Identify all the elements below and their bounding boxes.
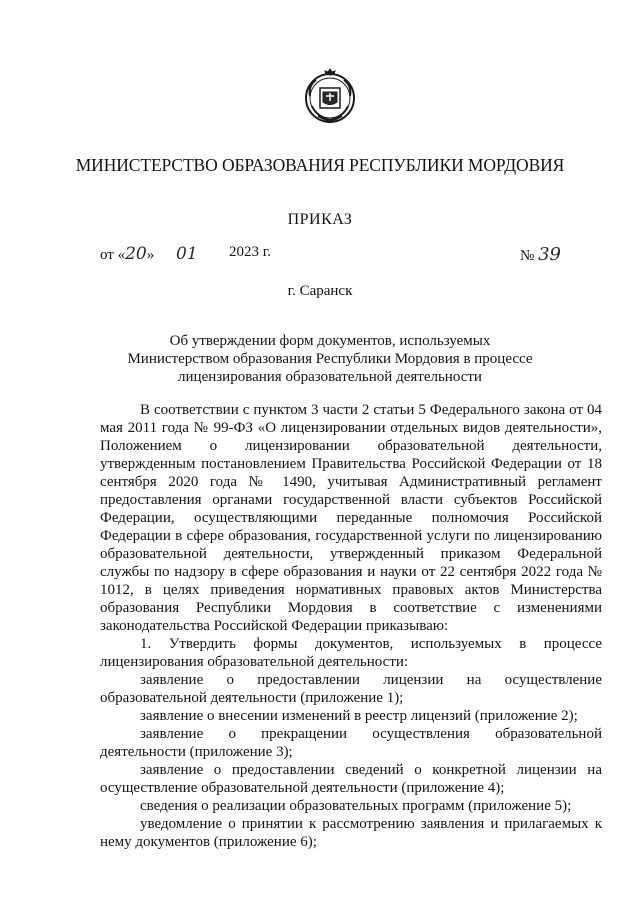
date-line	[100, 244, 271, 264]
date-mid: »	[146, 247, 158, 263]
form-item: заявление о предоставлении лицензии на осуществление образовательной деятельности (приложение 1);	[100, 672, 602, 706]
city: г. Саранск	[287, 283, 353, 299]
date-year: 2023 г.	[229, 244, 271, 260]
document-type-title: ПРИКАЗ	[287, 211, 353, 228]
item-1-paragraph: 1. Утвердить формы документов, используемых в процессе лицензирования образовательной деятельности:	[100, 636, 602, 670]
form-item: заявление о прекращении осуществления образовательной деятельности (приложение 3);	[100, 726, 602, 760]
document-body	[100, 401, 602, 851]
date-prefix: от «	[100, 247, 126, 263]
form-item: уведомление о принятии к рассмотрению заявления и прилагаемых к нему документов (приложение 6);	[100, 816, 602, 850]
order-number	[520, 244, 561, 265]
document-subject: Об утверждении форм документов, используемых Министерством образования Республики Мордовия в процессе лицензирования образовательной деятельности	[127, 333, 533, 385]
preamble-paragraph: В соответствии с пунктом 3 части 2 статьи 5 Федерального закона от 04 мая 2011 года № 99-ФЗ «О лицензировании отдельных видов деятельности», Положением о лицензировании образовательной деятельности, утвержденным постановлением Правительства Российской Федерации от 18 сентября 2020 года № 1490, учитывая Административный регламент предоставления органами государственной власти субъектов Российской Федерации, осуществляющими переданные полномочия Российской Федерации в сфере образования, государственной услуги по лицензированию образовательной деятельности, утвержденный приказом Федеральной службы по надзору в сфере образования и науки от 22 сентября 2022 года № 1012, в целях приведения нормативных правовых актов Министерства образования Республики Мордовия в соответствие с изменениями законодательства Российской Федерации приказываю:	[100, 402, 602, 634]
handwritten-month: 01	[176, 244, 198, 264]
form-item: сведения о реализации образовательных программ (приложение 5);	[140, 798, 572, 814]
form-item: заявление о внесении изменений в реестр лицензий (приложение 2);	[140, 708, 578, 724]
handwritten-number: 39	[538, 244, 561, 265]
form-item: заявление о предоставлении сведений о конкретной лицензии на осуществление образовательной деятельности (приложение 4);	[100, 762, 602, 796]
number-prefix: №	[520, 248, 539, 264]
ministry-name: МИНИСТЕРСТВО ОБРАЗОВАНИЯ РЕСПУБЛИКИ МОРДОВИЯ	[75, 155, 565, 175]
coat-of-arms-emblem	[300, 66, 360, 128]
handwritten-day: 20	[125, 244, 147, 264]
